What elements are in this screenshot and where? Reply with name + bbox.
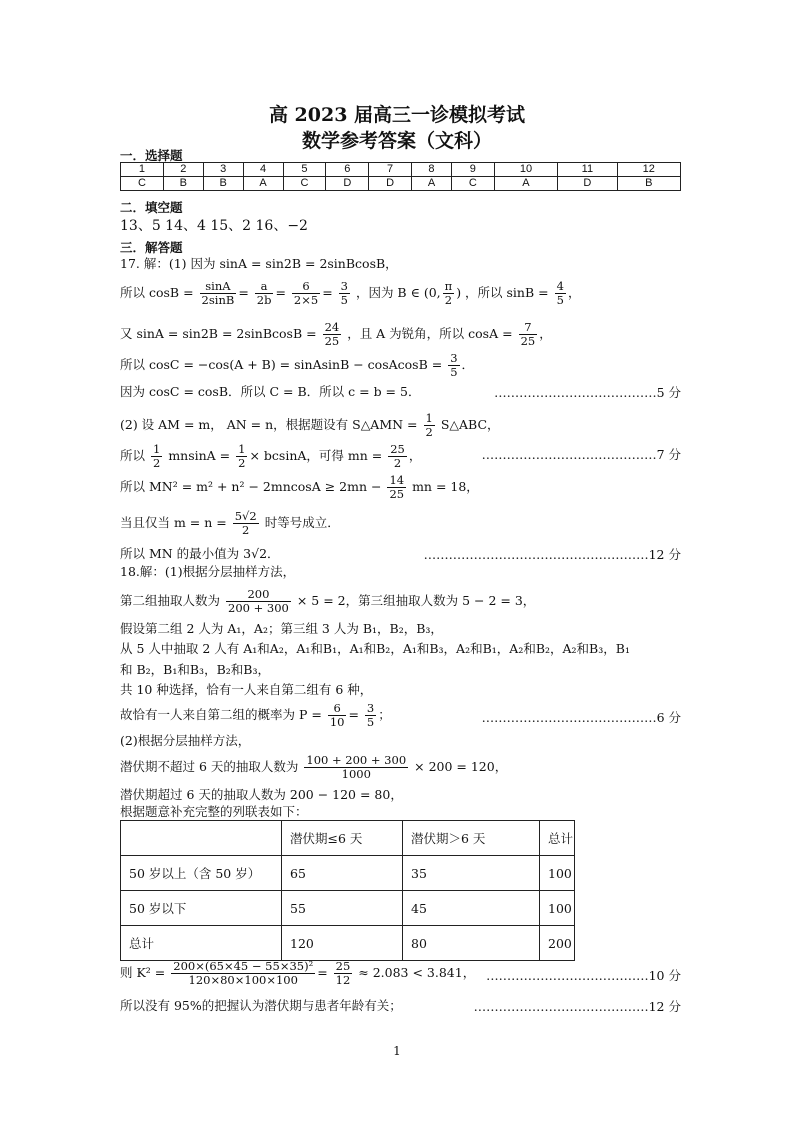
- fraction: $\frac{4}{5}$: [556, 279, 564, 307]
- fraction: $\frac{6}{2\times 5}$: [293, 279, 319, 307]
- q17-line-3: 又 sinA = sin2B = 2sinBcosB = $\frac{24}{25}$ ，且 A 为锐角，所以 cosA = $\frac{7}{25}$ ，: [120, 320, 552, 348]
- q18-conclusion: 所以没有 95%的把握认为潜伏期与患者年龄有关；: [120, 998, 402, 1013]
- q17-line-9: 当且仅当 m = n = $\frac{5√2}{2}$ 时等号成立．: [120, 509, 340, 537]
- q17-line-4: 所以 cosC = −cos(A + B) = sinAsinB − cosAcosB = $\frac{3}{5}$ ．: [120, 351, 475, 379]
- score-marker: …………………………………10 分: [486, 968, 681, 983]
- section-fill-heading: 二．填空题: [120, 200, 183, 215]
- fraction: $\frac{6}{10}$: [329, 701, 345, 729]
- fraction: $\frac{3}{5}$: [366, 701, 375, 729]
- fraction: $\frac{1}{2}$: [153, 442, 161, 470]
- contingency-table: [120, 820, 575, 961]
- q18-line-5: 和 B₂，B₁和B₃，B₂和B₃，: [120, 662, 270, 677]
- answer-cell: B: [163, 177, 203, 191]
- q18-line-6: 共 10 种选择，恰有一人来自第二组有 6 种，: [120, 682, 373, 697]
- q17-line-2: 所以 cosB = $\frac{\sin A}{2\sin B}$ = $\frac{a}{2b}$ = $\frac{6}{2\times 5}$ = $\frac{3}{5}$ ，因为 B ∈ (0, $\frac{\pi}{2}$ ) ，所以 sinB = $\frac{4}{5}$ ，: [120, 279, 581, 307]
- answer-cell: D: [369, 177, 412, 191]
- answer-row: [121, 177, 681, 191]
- q18-line-3: 假设第二组 2 人为 A₁，A₂；第三组 3 人为 B₁，B₂，B₃，: [120, 621, 443, 636]
- q18-line-11: 根据题意补充完整的列联表如下：: [120, 804, 308, 819]
- table-cell: 总计: [540, 821, 575, 856]
- question-number-cell: 1: [121, 163, 164, 177]
- page-number: 1: [393, 1044, 401, 1058]
- fraction: $\frac{1}{2}$: [425, 411, 433, 439]
- question-number-cell: 5: [283, 163, 326, 177]
- answer-cell: D: [326, 177, 369, 191]
- fraction: $\frac{\pi}{2}$: [444, 279, 453, 307]
- page-title: 高 2023 届高三一诊模拟考试: [268, 104, 526, 126]
- question-number-cell: 2: [163, 163, 203, 177]
- question-number-cell: 9: [451, 163, 494, 177]
- q17-line-7: 所以 $\frac{1}{2}$ mnsinA = $\frac{1}{2}$ × bcsinA，可得 mn = $\frac{25}{2}$ ，: [120, 442, 422, 470]
- question-number-cell: 12: [617, 163, 680, 177]
- table-cell: 200: [540, 926, 575, 961]
- fraction: $\frac{200}{200 + 300}$: [228, 587, 289, 615]
- table-cell: [121, 821, 282, 856]
- answer-cell: A: [494, 177, 557, 191]
- table-header-row: [121, 821, 575, 856]
- q18-line-4: 从 5 人中抽取 2 人有 A₁和A₂，A₁和B₁，A₁和B₂，A₁和B₃，A₂和B₁，A₂和B₂，A₂和B₃，B₁: [120, 641, 630, 656]
- table-cell: 潜伏期＞6 天: [403, 821, 540, 856]
- fraction: $\frac{25}{12}$: [335, 959, 351, 987]
- q18-k2-line: 则 K² = $\frac{\text{200×(65×45 − 55×35)²}}{120\times 80\times 100\times 100}$ = $\frac{25}{12}$ ≈ 2.083 < 3.841，: [120, 959, 476, 987]
- fraction: $\frac{100 + 200 + 300}{1000}$: [306, 753, 407, 781]
- table-row: [121, 926, 575, 961]
- answer-cell: D: [558, 177, 617, 191]
- section-choice-heading: 一．选择题: [120, 148, 183, 163]
- table-cell: 120: [282, 926, 403, 961]
- question-number-cell: 7: [369, 163, 412, 177]
- table-cell: 35: [403, 856, 540, 891]
- question-number-cell: 3: [203, 163, 243, 177]
- q18-line-10: 潜伏期超过 6 天的抽取人数为 200 − 120 = 80，: [120, 787, 403, 802]
- q18-line-7: 故恰有一人来自第二组的概率为 P = $\frac{6}{10}$ = $\frac{3}{5}$ ；: [120, 701, 391, 729]
- table-cell: 100: [540, 891, 575, 926]
- fraction: $\frac{1}{2}$: [238, 442, 246, 470]
- fraction: $\frac{25}{2}$: [390, 442, 405, 470]
- fraction: $\frac{\text{200×(65×45 − 55×35)²}}{120\times 80\times 100\times 100}$: [173, 959, 314, 987]
- q17-line-1: 17. 解：(1) 因为 sinA = sin2B = 2sinBcosB，: [120, 256, 398, 271]
- question-number-row: [121, 163, 681, 177]
- answer-cell: A: [243, 177, 283, 191]
- fraction: $\frac{24}{25}$: [324, 320, 340, 348]
- table-cell: 50 岁以上（含 50 岁）: [121, 856, 282, 891]
- answer-cell: C: [451, 177, 494, 191]
- table-cell: 50 岁以下: [121, 891, 282, 926]
- score-marker: ……………………………………6 分: [481, 710, 681, 725]
- question-number-cell: 6: [326, 163, 369, 177]
- question-number-cell: 11: [558, 163, 617, 177]
- table-cell: 65: [282, 856, 403, 891]
- fraction: $\frac{14}{25}$: [389, 473, 405, 501]
- answer-cell: A: [412, 177, 452, 191]
- answer-cell: C: [121, 177, 164, 191]
- fraction: $\frac{a}{2b}$: [256, 279, 272, 307]
- table-cell: 总计: [121, 926, 282, 961]
- answer-cell: C: [283, 177, 326, 191]
- q18-line-2: 第二组抽取人数为 $\frac{200}{200 + 300}$ × 5 = 2，第三组抽取人数为 5 − 2 = 3，: [120, 587, 536, 615]
- score-marker: ……………………………………7 分: [481, 447, 681, 462]
- table-cell: 45: [403, 891, 540, 926]
- table-cell: 55: [282, 891, 403, 926]
- question-number-cell: 4: [243, 163, 283, 177]
- score-marker: …………………………………5 分: [494, 385, 681, 400]
- q17-line-10: 所以 MN 的最小值为 3√2．: [120, 546, 280, 561]
- table-row: [121, 891, 575, 926]
- choice-answer-table: [120, 162, 681, 191]
- score-marker: ………………………………………………12 分: [423, 547, 681, 562]
- table-cell: 80: [403, 926, 540, 961]
- fraction: $\frac{3}{5}$: [450, 351, 458, 379]
- answer-cell: B: [203, 177, 243, 191]
- q17-line-5: 因为 cosC = cosB．所以 C = B．所以 c = b = 5．: [120, 384, 421, 399]
- q17-line-8: 所以 MN² = m² + n² − 2mncosA ≥ 2mn − $\frac{14}{25}$ mn = 18，: [120, 473, 479, 501]
- answer-cell: B: [617, 177, 680, 191]
- page-subtitle: 数学参考答案（文科）: [301, 130, 492, 152]
- question-number-cell: 10: [494, 163, 557, 177]
- question-number-cell: 8: [412, 163, 452, 177]
- q18-line-8: (2)根据分层抽样方法，: [120, 733, 251, 748]
- table-cell: 潜伏期≤6 天: [282, 821, 403, 856]
- table-row: [121, 856, 575, 891]
- fraction: $\frac{\sin A}{2\sin B}$: [201, 279, 235, 307]
- fill-answers: 13、5 14、4 15、2 16、−2: [120, 218, 308, 234]
- fraction: $\frac{5√2}{2}$: [234, 509, 257, 537]
- q17-line-6: (2) 设 AM = m， AN = n，根据题设有 S△AMN = $\frac{1}{2}$ S△ABC，: [120, 411, 500, 439]
- fraction: $\frac{7}{25}$: [520, 320, 536, 348]
- q18-line-9: 潜伏期不超过 6 天的抽取人数为 $\frac{100 + 200 + 300}{1000}$ × 200 = 120，: [120, 753, 508, 781]
- q18-line-1: 18.解：(1)根据分层抽样方法，: [120, 564, 296, 579]
- section-solution-heading: 三．解答题: [120, 240, 183, 255]
- fraction: $\frac{3}{5}$: [340, 279, 348, 307]
- score-marker: ……………………………………12 分: [473, 999, 681, 1014]
- table-cell: 100: [540, 856, 575, 891]
